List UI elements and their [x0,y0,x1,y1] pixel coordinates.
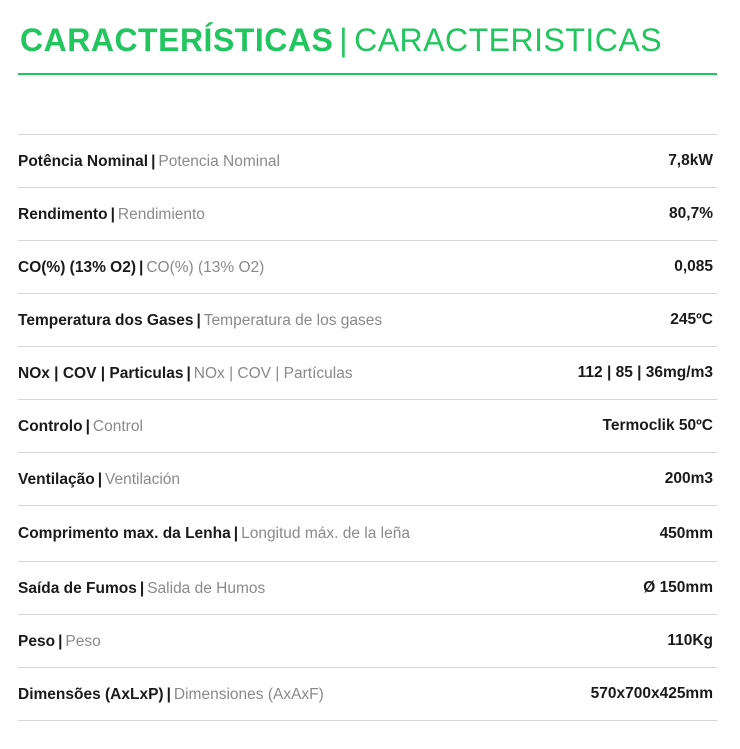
spec-label [18,310,504,331]
spec-value: 7,8kW [668,152,713,169]
title-portuguese: CARACTERÍSTICAS [20,22,334,58]
label-separator: | [186,364,191,382]
label-separator: | [196,311,201,329]
label-portuguese: Saída de Fumos [18,579,137,597]
label-portuguese: NOx | COV | Particulas [18,364,184,382]
spec-value: 80,7% [669,205,713,222]
title-separator: | [339,22,349,58]
label-spanish: Dimensiones (AxAxF) [173,685,324,703]
spec-row-control [18,400,717,453]
spec-row-weight [18,615,717,668]
label-portuguese: CO(%) (13% O2) [18,258,136,276]
spec-label [18,684,504,705]
label-spanish: Control [92,417,143,435]
spec-row-log-length [18,506,717,562]
spec-label [18,578,504,599]
spec-label [18,151,504,172]
spec-row-nominal-power [18,135,717,188]
spec-row-co [18,241,717,294]
label-spanish: Longitud máx. de la leña [241,525,410,542]
label-separator: | [233,525,239,542]
spec-label [18,363,504,384]
title-spanish: CARACTERISTICAS [354,22,663,58]
spec-value: 112 | 85 | 36mg/m3 [577,364,713,381]
label-spanish: Temperatura de los gases [203,311,383,329]
label-spanish: NOx | COV | Partículas [193,364,353,382]
label-separator: | [85,417,90,435]
spec-row-dimensions [18,668,717,721]
spec-value: 200m3 [664,470,713,487]
spec-value: 245ºC [670,311,713,328]
label-portuguese: Dimensões (AxLxP) [18,685,164,703]
label-spanish: Ventilación [105,470,181,488]
spec-table [18,134,717,721]
label-spanish: Peso [65,632,101,650]
label-separator: | [151,152,156,170]
spec-label [18,257,504,278]
label-spanish: CO(%) (13% O2) [146,258,265,276]
label-portuguese: Ventilação [18,470,95,488]
spec-value: 450mm [659,524,713,542]
spec-label [18,631,504,652]
page-title [20,20,662,60]
label-portuguese: Comprimento max. da Lenha [18,525,231,542]
label-separator: | [110,205,115,223]
label-portuguese: Potência Nominal [18,152,149,170]
spec-value: 570x700x425mm [590,685,713,702]
label-separator: | [139,579,145,597]
spec-row-ventilation [18,453,717,506]
label-portuguese: Rendimento [18,205,108,223]
spec-value: 110Kg [667,632,713,649]
spec-row-gas-temperature [18,294,717,347]
label-spanish: Salida de Humos [147,579,266,597]
label-portuguese: Controlo [18,417,83,435]
spec-row-flue-outlet [18,562,717,615]
label-separator: | [139,258,144,276]
spec-label [18,204,504,225]
label-portuguese: Peso [18,632,56,650]
label-spanish: Potencia Nominal [158,152,280,170]
label-separator: | [58,632,63,650]
spec-label [18,523,504,544]
spec-value: Ø 150mm [643,579,713,596]
spec-value: 0,085 [674,258,713,275]
spec-row-emissions [18,347,717,400]
label-separator: | [97,470,103,488]
spec-label [18,469,504,490]
spec-label [18,416,504,437]
label-portuguese: Temperatura dos Gases [18,311,194,329]
spec-value: Termoclik 50ºC [602,417,713,434]
title-underline [18,73,717,75]
label-spanish: Rendimiento [117,205,205,223]
label-separator: | [166,685,171,703]
spec-row-efficiency [18,188,717,241]
